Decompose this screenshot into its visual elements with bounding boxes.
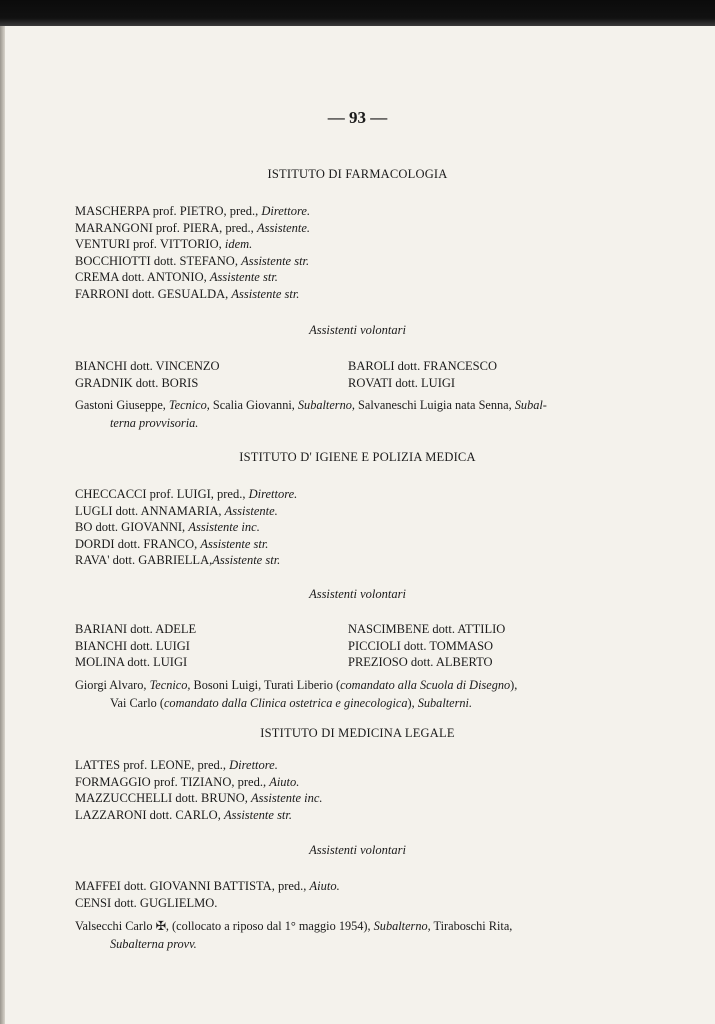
- staff-entry: FORMAGGIO prof. TIZIANO, pred., Aiuto.: [75, 774, 300, 789]
- volunteers-grid-igiene: [75, 621, 635, 671]
- volunteer-entry: CENSI dott. GUGLIELMO.: [75, 895, 218, 910]
- volunteer-entry: GRADNIK dott. BORIS: [75, 375, 199, 390]
- volunteer-entry: BIANCHI dott. VINCENZO: [75, 359, 220, 373]
- staff-entry: DORDI dott. FRANCO, Assistente str.: [75, 536, 269, 551]
- volunteer-entry: PICCIOLI dott. TOMMASO: [348, 638, 494, 653]
- staff-entry: RAVA' dott. GABRIELLA,Assistente str.: [75, 553, 281, 568]
- staff-entry: BO dott. GIOVANNI, Assistente inc.: [75, 520, 260, 535]
- staff-entry: MASCHERPA prof. PIETRO, pred., Direttore.: [75, 204, 311, 218]
- staff-entry: CHECCACCI prof. LUIGI, pred., Direttore.: [75, 487, 298, 501]
- volunteer-entry: BIANCHI dott. LUIGI: [75, 638, 190, 653]
- staff-entry: LATTES prof. LEONE, pred., Direttore.: [75, 758, 278, 772]
- support-line: Giorgi Alvaro, Tecnico, Bosoni Luigi, Turati Liberio (comandato alla Scuola di Disegno),: [75, 678, 518, 692]
- staff-entry: FARRONI dott. GESUALDA, Assistente str.: [75, 286, 300, 301]
- volunteers-list-medicina-legale: [75, 878, 340, 911]
- volunteers-title: Assistenti volontari: [309, 843, 406, 857]
- support-staff-igiene: [75, 677, 623, 712]
- support-line: Valsecchi Carlo ✠, (collocato a riposo dal 1° maggio 1954), Subalterno, Tiraboschi Rita,: [75, 919, 513, 933]
- staff-entry: BOCCHIOTTI dott. STEFANO, Assistente str.: [75, 253, 310, 268]
- volunteer-entry: ROVATI dott. LUIGI: [348, 375, 456, 390]
- support-line: Subalterna provv.: [110, 936, 197, 951]
- volunteer-entry: BARIANI dott. ADELE: [75, 622, 197, 636]
- staff-entry: CREMA dott. ANTONIO, Assistente str.: [75, 270, 278, 285]
- staff-list-medicina-legale: [75, 757, 323, 823]
- staff-entry: VENTURI prof. VITTORIO, idem.: [75, 237, 253, 252]
- volunteer-entry: BAROLI dott. FRANCESCO: [348, 359, 497, 373]
- staff-entry: LAZZARONI dott. CARLO, Assistente str.: [75, 807, 293, 822]
- volunteer-entry: MAFFEI dott. GIOVANNI BATTISTA, pred., Aiuto.: [75, 879, 340, 893]
- staff-list-igiene: [75, 486, 297, 569]
- volunteers-title: Assistenti volontari: [309, 323, 406, 337]
- section-title-medicina-legale: ISTITUTO DI MEDICINA LEGALE: [260, 726, 455, 740]
- volunteer-entry: NASCIMBENE dott. ATTILIO: [348, 622, 506, 636]
- staff-entry: MAZZUCCHELLI dott. BRUNO, Assistente inc.: [75, 791, 323, 806]
- volunteer-entry: MOLINA dott. LUIGI: [75, 655, 188, 670]
- volunteers-grid-farmacologia: [75, 358, 635, 391]
- support-line: Vai Carlo (comandato dalla Clinica ostetrica e ginecologica), Subalterni.: [110, 695, 473, 710]
- staff-entry: MARANGONI prof. PIERA, pred., Assistente.: [75, 220, 311, 235]
- volunteer-entry: PREZIOSO dott. ALBERTO: [348, 655, 493, 670]
- scan-border-top: [0, 0, 715, 26]
- section-title-igiene: ISTITUTO D' IGIENE E POLIZIA MEDICA: [239, 450, 476, 464]
- support-staff-medicina-legale: [75, 918, 623, 953]
- volunteers-title: Assistenti volontari: [309, 587, 406, 601]
- support-staff-farmacologia: [75, 397, 623, 432]
- page-number: — 93 —: [327, 108, 388, 127]
- support-line: terna provvisoria.: [110, 415, 199, 430]
- staff-list-farmacologia: [75, 203, 310, 303]
- support-line: Gastoni Giuseppe, Tecnico, Scalia Giovanni, Subalterno, Salvaneschi Luigia nata Senna, Subal-: [75, 398, 547, 412]
- staff-entry: LUGLI dott. ANNAMARIA, Assistente.: [75, 503, 278, 518]
- section-title-farmacologia: ISTITUTO DI FARMACOLOGIA: [267, 167, 448, 181]
